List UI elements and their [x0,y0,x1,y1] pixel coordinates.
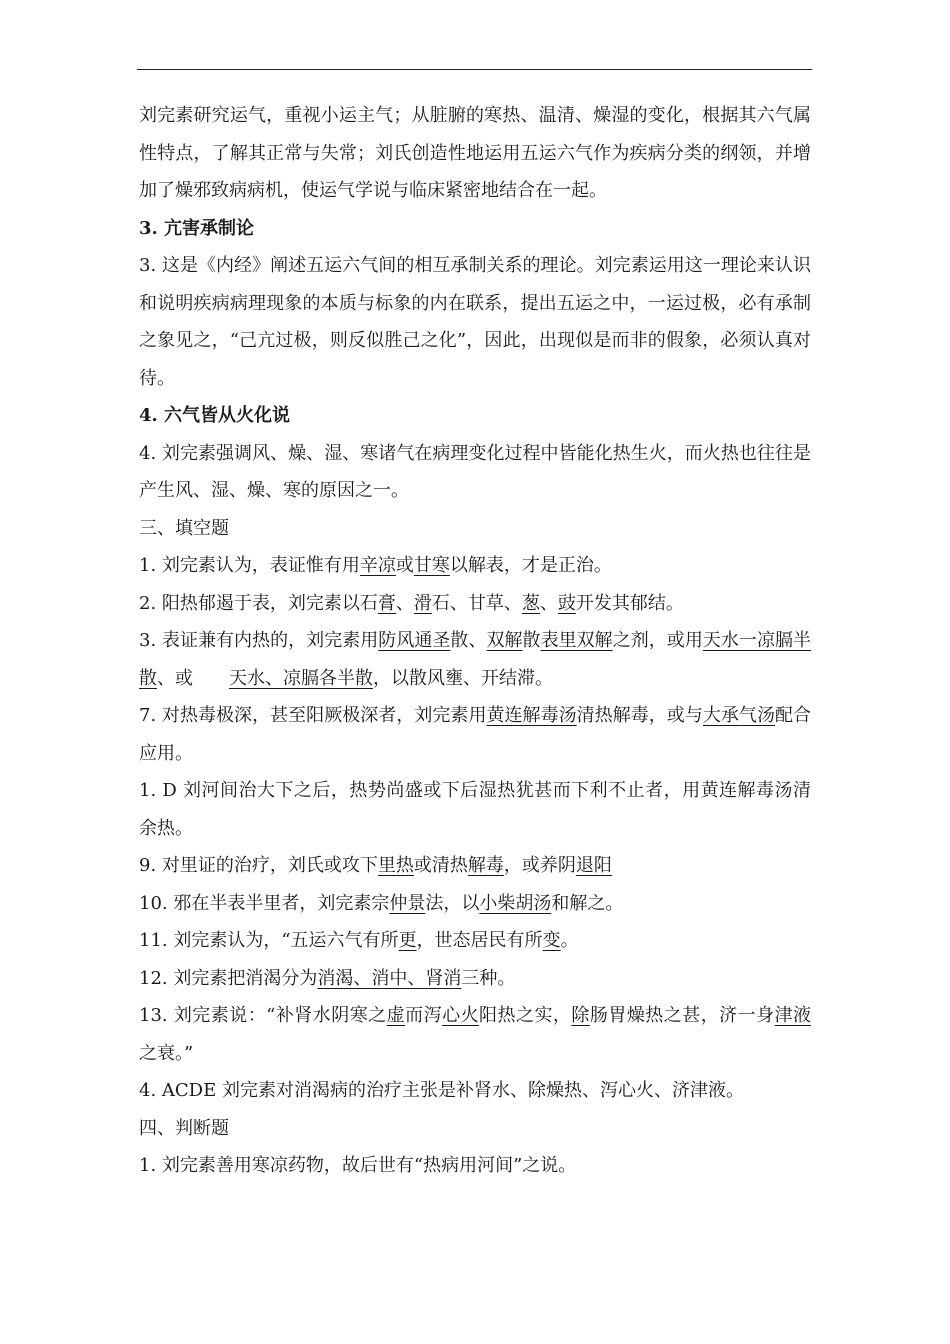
question-3: 3. 表证兼有内热的，刘完素用防风通圣散、双解散表里双解之剂，或用天水一凉膈半散、或 天水、凉膈各半散，以散风壅、开结滞。 [139,630,812,689]
blank-answer: 黄连解毒汤 [486,705,577,726]
question-12: 12. 刘完素把消渴分为消渴、消中、肾消三种。 [139,967,516,989]
question-11: 11. 刘完素认为，“五运六气有所更，世态居民有所变。 [139,930,579,951]
question-7: 7. 对热毒极深，甚至阳厥极深者，刘完素用黄连解毒汤清热解毒，或与大承气汤配合应用。 [139,705,812,764]
judgement-1: 1. 刘完素善用寒凉药物，故后世有“热病用河间”之说。 [139,1155,577,1176]
section-true-false: 四、判断题 [139,1117,229,1139]
question-1: 1. 刘完素认为，表证惟有用辛凉或甘寒以解表，才是正治。 [139,555,612,576]
blank-answer: 双解 [486,630,523,651]
blank-answer: 天水、凉膈各半散 [229,667,373,689]
blank-answer: 心火 [442,1005,480,1026]
section-fill-blank: 三、填空题 [139,517,229,539]
blank-answer: 里热 [377,855,414,876]
blank-answer: 消渴、消中、肾消 [317,967,462,989]
heading-kanghai: 3. 亢害承制论 [139,217,255,239]
blank-answer: 更 [398,930,417,951]
answer-4: 4. ACDE 刘完素对消渴病的治疗主张是补肾水、除燥热、泻心火、济津液。 [139,1080,744,1101]
blank-answer: 防风通圣 [378,630,451,651]
blank-answer: 退阳 [575,855,612,876]
question-9: 9. 对里证的治疗，刘氏或攻下里热或清热解毒，或养阴退阳 [139,855,612,876]
paragraph-intro: 刘完素研究运气，重视小运主气；从脏腑的寒热、温清、燥湿的变化，根据其六气属性特点，了解其正常与失常；刘氏创造性地运用五运六气作为疾病分类的纲领，并增加了燥邪致病病机，使运气学说与临床紧密地结合在一起。 [139,105,811,201]
blank-answer: 小柴胡汤 [479,892,552,914]
blank-answer: 虚 [386,1005,406,1026]
document-body [139,97,811,1185]
blank-answer: 大承气汤 [702,705,775,726]
question-2: 2. 阳热郁遏于表，刘完素以石膏、滑石、甘草、葱、豉开发其郁结。 [139,592,684,614]
paragraph-kanghai: 3. 这是《内经》阐述五运六气间的相互承制关系的理论。刘完素运用这一理论来认识和说明疾病病理现象的本质与标象的内在联系，提出五运之中，一运过极，必有承制之象见之，“己亢过极，则反似胜己之化”，因此，出现似是而非的假象，必须认真对待。 [139,255,811,389]
blank-answer: 豉 [557,592,576,614]
blank-answer: 葱 [521,592,540,614]
heading-liuqi: 4. 六气皆从火化说 [139,405,291,426]
header-rule [137,69,812,70]
blank-answer: 仲景 [389,892,426,914]
paragraph-liuqi: 4. 刘完素强调风、燥、湿、寒诸气在病理变化过程中皆能化热生火，而火热也往往是产生风、湿、燥、寒的原因之一。 [139,442,811,501]
blank-answer: 天水一凉膈半散 [139,630,812,689]
blank-answer: 解毒 [467,855,504,876]
blank-answer: 变 [542,930,561,951]
blank-answer: 膏 [377,592,396,614]
blank-answer: 除 [571,1005,590,1026]
blank-answer: 滑 [413,592,432,614]
blank-answer: 辛凉 [359,555,396,576]
blank-answer: 津液 [774,1005,812,1026]
question-10: 10. 邪在半表半里者，刘完素宗仲景法，以小柴胡汤和解之。 [139,892,624,914]
blank-answer: 甘寒 [413,555,450,576]
answer-1: 1. D 刘河间治大下之后，热势尚盛或下后湿热犹甚而下利不止者，用黄连解毒汤清余热。 [139,780,811,839]
blank-answer: 表里双解 [540,630,613,651]
question-13: 13. 刘完素说：“补肾水阴寒之虚而泻心火阳热之实，除肠胃燥热之甚，济一身津液之衰。” [139,1005,812,1064]
